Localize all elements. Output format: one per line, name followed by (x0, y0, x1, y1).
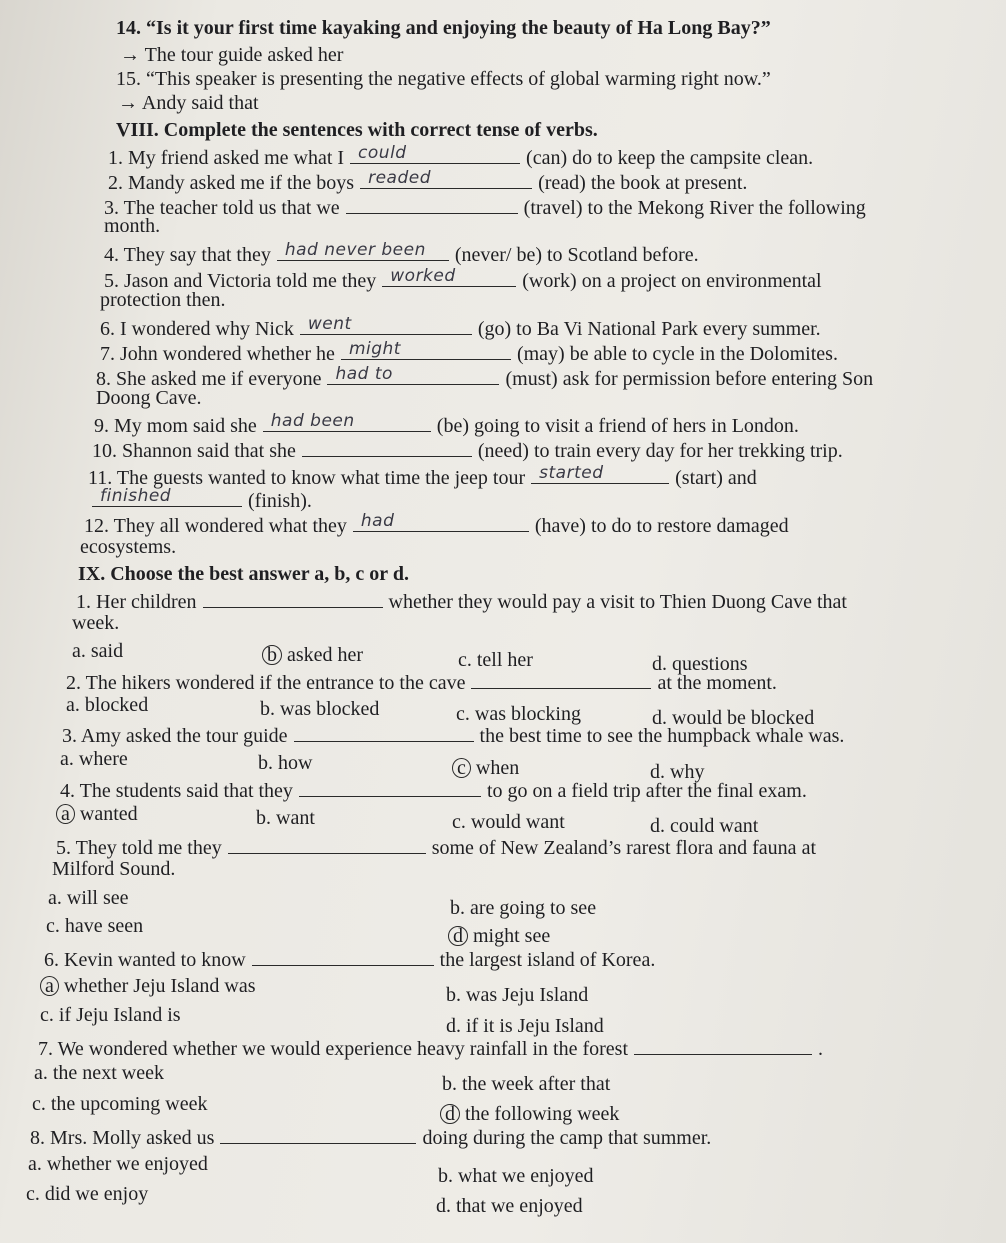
exercise-9-item-3: 3. Amy asked the tour guide the best time to see the humpback whale was. (62, 721, 844, 748)
option-5c[interactable]: c. have seen (46, 915, 144, 937)
option-7c[interactable]: c. the upcoming week (32, 1093, 208, 1115)
answer-blank[interactable]: went (300, 314, 472, 335)
exercise-9-item-4: 4. The students said that they to go on a field trip after the final exam. (60, 776, 807, 803)
exercise-9-item-1: 1. Her children whether they would pay a visit to Thien Duong Cave that (76, 587, 847, 614)
option-4d[interactable]: d. could want (650, 815, 759, 837)
option-8d[interactable]: d. that we enjoyed (436, 1195, 583, 1217)
option-8b[interactable]: b. what we enjoyed (438, 1165, 594, 1187)
exercise-8-item-5-cont: protection then. (100, 289, 226, 311)
option-2a[interactable]: a. blocked (66, 694, 149, 716)
exercise-8-item-9: 9. My mom said she had been (be) going to visit a friend of hers in London. (94, 411, 799, 437)
exercise-9-item-5: 5. They told me they some of New Zealand’s rarest flora and fauna at (56, 833, 816, 860)
option-4a-circled[interactable]: a wanted (56, 802, 138, 826)
exercise-8-item-5: 5. Jason and Victoria told me they worked (work) on a project on environmental (104, 266, 822, 292)
exercise-8-item-12-cont: ecosystems. (80, 536, 177, 558)
exercise-8-item-12: 12. They all wondered what they had (have) to do to restore damaged (84, 511, 789, 537)
option-7d-circled[interactable]: d the following week (440, 1102, 619, 1126)
exercise-9-item-2: 2. The hikers wondered if the entrance to the cave at the moment. (66, 668, 777, 695)
option-5a[interactable]: a. will see (48, 887, 129, 909)
option-3b[interactable]: b. how (258, 752, 313, 774)
answer-blank[interactable]: might (341, 339, 511, 360)
exercise-8-item-6: 6. I wondered why Nick went (go) to Ba Vi National Park every summer. (100, 314, 821, 340)
exercise-8-item-10: 10. Shannon said that she (need) to train every day for her trekking trip. (92, 436, 843, 463)
answer-blank[interactable] (294, 721, 474, 742)
option-8a[interactable]: a. whether we enjoyed (28, 1153, 208, 1175)
answer-blank[interactable] (228, 833, 426, 854)
q14: 14. “Is it your first time kayaking and enjoying the beauty of Ha Long Bay?” (116, 17, 771, 39)
answer-blank[interactable]: finished (92, 486, 242, 507)
option-5d-circled[interactable]: d might see (448, 924, 550, 948)
answer-blank[interactable] (252, 945, 434, 966)
answer-blank[interactable] (220, 1123, 416, 1144)
option-3a[interactable]: a. where (60, 748, 128, 770)
exercise-9-item-8: 8. Mrs. Molly asked us doing during the camp that summer. (30, 1123, 711, 1150)
exercise-8-item-4: 4. They say that they had never been (never/ be) to Scotland before. (104, 240, 699, 266)
exercise-9-item-6: 6. Kevin wanted to know the largest island of Korea. (44, 945, 655, 972)
answer-blank[interactable]: had never been (277, 240, 449, 261)
exercise-8-item-3: 3. The teacher told us that we (travel) to the Mekong River the following (104, 193, 866, 220)
answer-blank[interactable]: had been (263, 411, 431, 432)
exercise-8-item-1: 1. My friend asked me what I could (can) do to keep the campsite clean. (108, 143, 814, 169)
exercise-8-item-11: 11. The guests wanted to know what time the jeep tour started (start) and (88, 463, 757, 489)
exercise-8-item-8: 8. She asked me if everyone had to (must) ask for permission before entering Son (96, 364, 874, 390)
option-1c[interactable]: c. tell her (458, 649, 533, 671)
option-6c[interactable]: c. if Jeju Island is (40, 1004, 181, 1026)
option-2c[interactable]: c. was blocking (456, 703, 581, 725)
exercise-9-item-7: 7. We wondered whether we would experience heavy rainfall in the forest . (38, 1034, 823, 1061)
option-4c[interactable]: c. would want (452, 811, 565, 833)
exercise-8-item-2: 2. Mandy asked me if the boys readed (read) the book at present. (108, 168, 748, 194)
answer-blank[interactable]: had to (327, 364, 499, 385)
option-4b[interactable]: b. want (256, 807, 315, 829)
option-1d[interactable]: d. questions (652, 653, 748, 675)
option-6d[interactable]: d. if it is Jeju Island (446, 1015, 604, 1037)
option-6a-circled[interactable]: a whether Jeju Island was (40, 974, 256, 998)
answer-blank[interactable] (302, 436, 472, 457)
exercise-8-item-3-cont: month. (104, 215, 161, 237)
answer-blank[interactable]: could (350, 143, 520, 164)
option-3d[interactable]: d. why (650, 761, 705, 783)
option-8c[interactable]: c. did we enjoy (26, 1183, 149, 1205)
q15-answer: → Andy said that (118, 92, 259, 114)
option-1a[interactable]: a. said (72, 640, 124, 662)
answer-blank[interactable]: worked (382, 266, 516, 287)
answer-blank[interactable]: had (353, 511, 529, 532)
answer-blank[interactable]: started (531, 463, 669, 484)
section-viii-title: VIII. Complete the sentences with correct tense of verbs. (116, 119, 598, 141)
answer-blank[interactable]: readed (360, 168, 532, 189)
exercise-8-item-8-cont: Doong Cave. (96, 387, 202, 409)
option-2b[interactable]: b. was blocked (260, 698, 380, 720)
exercise-9-item-1-cont: week. (72, 612, 120, 634)
option-3c-circled[interactable]: c when (452, 756, 519, 780)
answer-blank[interactable] (346, 193, 518, 214)
option-7b[interactable]: b. the week after that (442, 1073, 611, 1095)
answer-blank[interactable] (203, 587, 383, 608)
option-1b-circled[interactable]: b asked her (262, 643, 363, 667)
option-6b[interactable]: b. was Jeju Island (446, 984, 589, 1006)
q15: 15. “This speaker is presenting the negative effects of global warming right now.” (116, 68, 771, 90)
option-2d[interactable]: d. would be blocked (652, 707, 815, 729)
exercise-8-item-7: 7. John wondered whether he might (may) be able to cycle in the Dolomites. (100, 339, 838, 365)
answer-blank[interactable] (471, 668, 651, 689)
exercise-9-item-5-cont: Milford Sound. (52, 858, 176, 880)
answer-blank[interactable] (634, 1034, 812, 1055)
option-5b[interactable]: b. are going to see (450, 897, 597, 919)
exercise-8-item-11-cont: finished (finish). (86, 486, 312, 513)
q14-answer: → The tour guide asked her (120, 44, 344, 66)
answer-blank[interactable] (299, 776, 481, 797)
option-7a[interactable]: a. the next week (34, 1062, 164, 1084)
section-ix-title: IX. Choose the best answer a, b, c or d. (78, 563, 409, 585)
